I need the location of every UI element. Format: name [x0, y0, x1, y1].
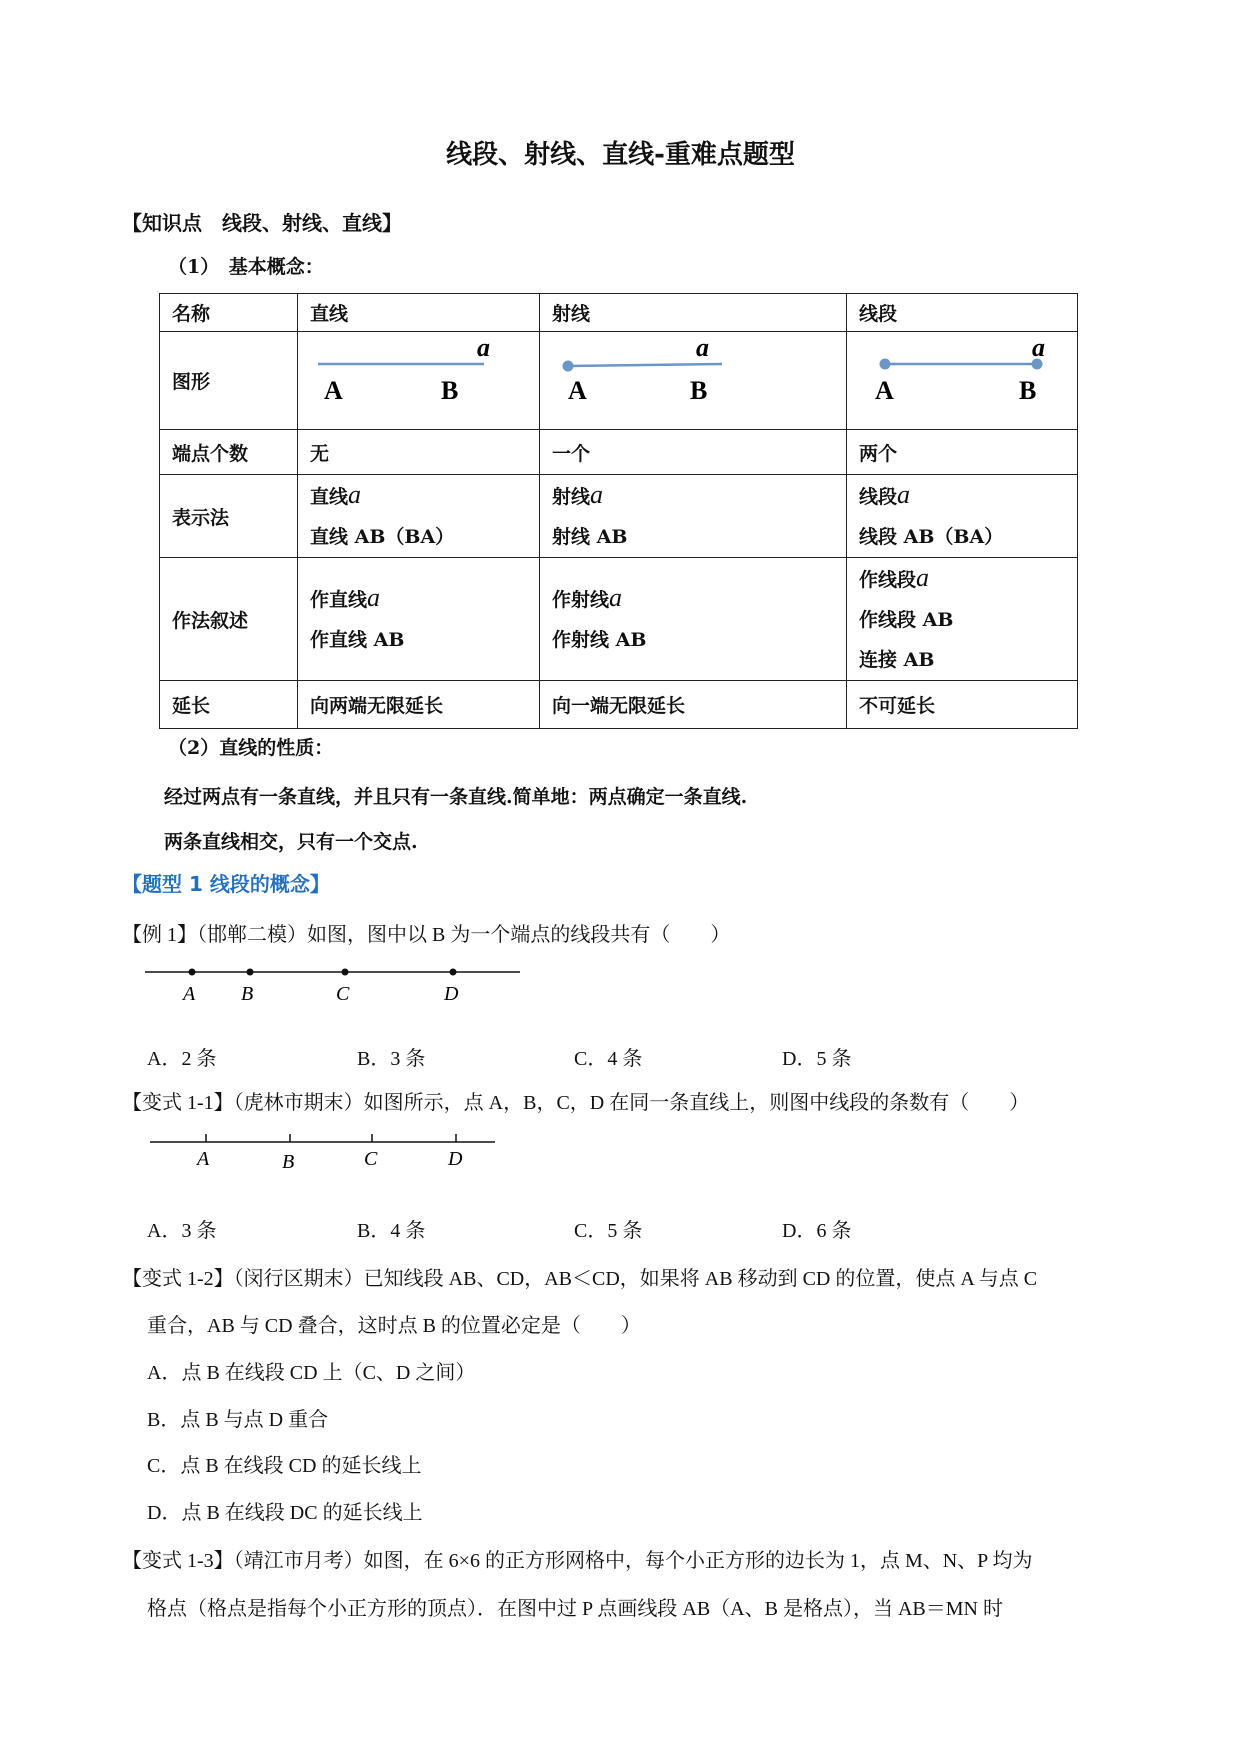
table-cell: 一个 [540, 430, 847, 475]
table-cell: 不可延长 [847, 681, 1078, 729]
section-heading: 【题型 1 线段的概念】 [122, 872, 330, 896]
example-1-option[interactable]: C．4 条 [574, 1048, 643, 1070]
variant-1-1-option[interactable]: D．6 条 [782, 1220, 852, 1242]
letter-B: B [1019, 376, 1037, 405]
row-label: 延长 [160, 681, 298, 729]
table-row-figure [160, 332, 1078, 430]
example-1-option[interactable]: D．5 条 [782, 1048, 852, 1070]
concept-table [159, 293, 1078, 729]
variant-1-3-question-cont: 格点（格点是指每个小正方形的顶点）．在图中过 P 点画线段 AB（A、B 是格点），当 AB＝MN 时 [147, 1598, 1003, 1620]
table-cell: 射线a 射线 AB [540, 475, 847, 558]
row-label: 端点个数 [160, 430, 298, 475]
header-cell: 射线 [540, 294, 847, 332]
point-label: C [336, 983, 350, 1005]
example-1-question: 【例 1】（邯郸二模）如图，图中以 B 为一个端点的线段共有（ ） [122, 924, 731, 946]
point-label: D [444, 983, 459, 1005]
table-cell: 向两端无限延长 [298, 681, 540, 729]
table-row-construction [160, 558, 1078, 681]
row-label: 表示法 [160, 475, 298, 558]
page-title: 线段、射线、直线-重难点题型 [446, 140, 795, 170]
variant-1-1-option[interactable]: C．5 条 [574, 1220, 643, 1242]
row-label: 作法叙述 [160, 558, 298, 681]
variant-1-3-question: 【变式 1-3】（靖江市月考）如图，在 6×6 的正方形网格中，每个小正方形的边长为 1，点 M、N、P 均为 [122, 1550, 1033, 1572]
letter-a: a [1032, 333, 1045, 362]
variant-1-2-option[interactable]: A．点 B 在线段 CD 上（C、D 之间） [147, 1362, 476, 1384]
point-label: A [183, 983, 196, 1005]
table-cell: 作直线a 作直线 AB [298, 558, 540, 681]
property-line-1: 经过两点有一条直线，并且只有一条直线.简单地：两点确定一条直线. [164, 786, 748, 808]
italic-a: a [348, 480, 362, 509]
letter-a: a [696, 333, 709, 362]
endpoint-dot [880, 359, 891, 370]
variant-1-1-question: 【变式 1-1】（虎林市期末）如图所示，点 A，B，C，D 在同一条直线上，则图中线段的条数有（ ） [122, 1092, 1030, 1114]
point-label: A [197, 1148, 210, 1170]
variant-1-2-option[interactable]: B．点 B 与点 D 重合 [147, 1409, 329, 1431]
knowledge-header: 【知识点 线段、射线、直线】 [122, 211, 402, 235]
table-cell: 线段a 线段 AB（BA） [847, 475, 1078, 558]
point-label: C [364, 1148, 378, 1170]
italic-a: a [367, 583, 381, 612]
italic-a: a [897, 480, 911, 509]
table-cell: 向一端无限延长 [540, 681, 847, 729]
letter-A: A [324, 376, 343, 405]
table-cell: 作射线a 作射线 AB [540, 558, 847, 681]
point-dot [342, 969, 349, 976]
table-header-row [160, 294, 1078, 332]
table-row-notation [160, 475, 1078, 558]
table-cell: 作线段a 作线段 AB 连接 AB [847, 558, 1078, 681]
example-1-figure [145, 960, 525, 1010]
point-dot [247, 969, 254, 976]
point-dot [189, 969, 196, 976]
table-cell: 直线a 直线 AB（BA） [298, 475, 540, 558]
letter-a: a [477, 333, 490, 362]
point-dot [450, 969, 457, 976]
variant-1-2-question-cont: 重合，AB 与 CD 叠合，这时点 B 的位置必定是（ ） [147, 1315, 641, 1337]
example-1-option[interactable]: A．2 条 [147, 1048, 217, 1070]
endpoint-dot [563, 361, 574, 372]
header-cell: 名称 [160, 294, 298, 332]
table-cell: 无 [298, 430, 540, 475]
letter-A: A [875, 376, 894, 405]
point-label: D [448, 1148, 463, 1170]
ray-figure [540, 332, 847, 430]
letter-A: A [568, 376, 587, 405]
table-cell: 两个 [847, 430, 1078, 475]
italic-a: a [916, 563, 930, 592]
variant-1-1-option[interactable]: B．4 条 [357, 1220, 426, 1242]
point-label: B [241, 983, 254, 1005]
table-row-extension [160, 681, 1078, 729]
row-label: 图形 [160, 332, 298, 430]
variant-1-1-option[interactable]: A．3 条 [147, 1220, 217, 1242]
variant-1-1-figure [150, 1130, 500, 1180]
italic-a: a [590, 480, 604, 509]
example-1-option[interactable]: B．3 条 [357, 1048, 426, 1070]
property-line-2: 两条直线相交，只有一个交点. [164, 831, 418, 853]
header-cell: 线段 [847, 294, 1078, 332]
header-cell: 直线 [298, 294, 540, 332]
variant-1-2-option[interactable]: C．点 B 在线段 CD 的延长线上 [147, 1455, 422, 1477]
table-row-endpoints [160, 430, 1078, 475]
italic-a: a [609, 583, 623, 612]
line-figure [298, 332, 540, 430]
property-heading: （2）直线的性质： [168, 737, 334, 759]
variant-1-2-option[interactable]: D．点 B 在线段 DC 的延长线上 [147, 1502, 423, 1524]
letter-B: B [441, 376, 459, 405]
segment-figure [847, 332, 1078, 430]
point-label: B [282, 1151, 295, 1173]
variant-1-2-question: 【变式 1-2】（闵行区期末）已知线段 AB、CD，AB＜CD，如果将 AB 移动到 CD 的位置，使点 A 与点 C [122, 1268, 1038, 1290]
basic-concept-heading: （1） 基本概念： [168, 256, 324, 278]
letter-B: B [690, 376, 708, 405]
ray-stroke [568, 364, 722, 366]
